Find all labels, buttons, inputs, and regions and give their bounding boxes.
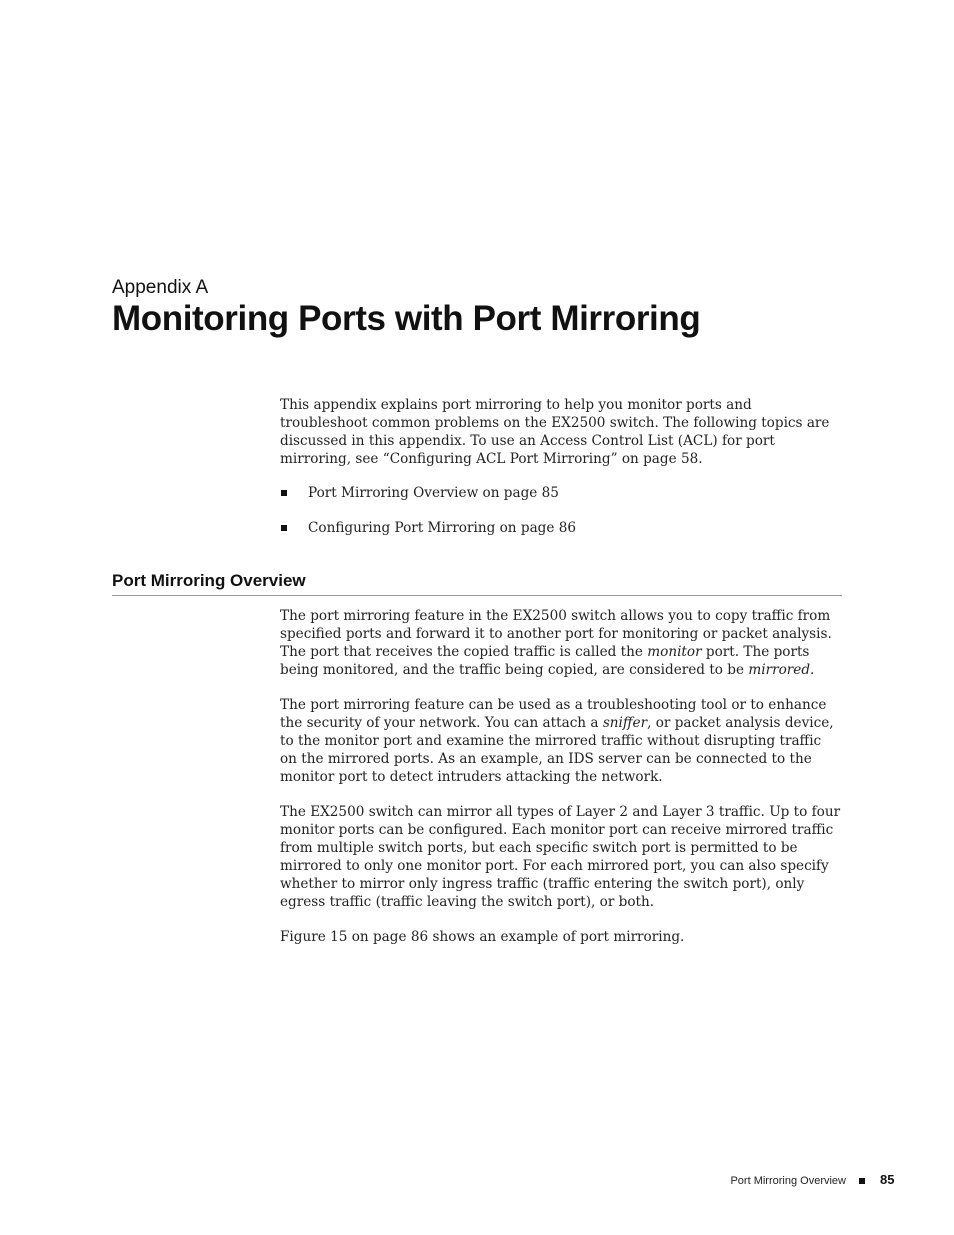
section-heading: Port Mirroring Overview (112, 571, 306, 590)
footer-section-name: Port Mirroring Overview (730, 1175, 846, 1187)
list-item (280, 519, 842, 537)
paragraph-overview (280, 607, 842, 679)
paragraph-troubleshooting (280, 696, 842, 786)
text-run: . (810, 662, 815, 678)
text-run: The port mirroring feature in the EX2500 switch allows you to copy traffic from specified ports and forward it to another port for monitoring or packet analysis. The port that receives the copied traffic is called the (280, 608, 832, 660)
paragraph-figure-reference: Figure 15 on page 86 shows an example of port mirroring. (280, 929, 685, 945)
square-bullet-icon (281, 525, 287, 531)
square-bullet-icon (281, 490, 287, 496)
paragraph-traffic-types: The EX2500 switch can mirror all types of Layer 2 and Layer 3 traffic. Up to four monitor ports can be configured. Each monitor port can receive mirrored traffic from multiple switch ports, but each specific switch port is permitted to be mirrored to only one monitor port. For each mirrored port, you can also specify whether to mirror only ingress traffic (traffic entering the switch port), only egress traffic (traffic leaving the switch port), or both. (280, 804, 841, 910)
section-divider (112, 595, 842, 596)
text-run: The port mirroring feature can be used as a troubleshooting tool or to enhance the security of your network. You can attach a (280, 697, 827, 731)
topic-list (280, 484, 842, 554)
emphasis-sniffer: sniffer (602, 715, 648, 731)
topic-link-configuring-port-mirroring[interactable]: Configuring Port Mirroring on page 86 (308, 520, 577, 536)
text-run: port. The ports being monitored, and the traffic being copied, are considered to be (280, 644, 810, 678)
chapter-title: Monitoring Ports with Port Mirroring (112, 299, 701, 338)
emphasis-mirrored: mirrored (748, 662, 811, 678)
footer-square-icon (859, 1178, 865, 1184)
page-number: 85 (880, 1172, 895, 1187)
intro-paragraph: This appendix explains port mirroring to help you monitor ports and troubleshoot common problems on the EX2500 switch. The following topics are discussed in this appendix. To use an Access Control List (ACL) for port mirroring, see “Configuring ACL Port Mirroring” on page 58. (280, 397, 830, 467)
topic-link-port-mirroring-overview[interactable]: Port Mirroring Overview on page 85 (308, 485, 559, 501)
list-item (280, 484, 842, 502)
appendix-label: Appendix A (112, 277, 209, 298)
emphasis-monitor: monitor (647, 644, 702, 660)
text-run: , or packet analysis device, to the monitor port and examine the mirrored traffic without disrupting traffic on the mirrored ports. As an example, an IDS server can be connected to the monitor port to detect intruders attacking the network. (280, 715, 834, 785)
